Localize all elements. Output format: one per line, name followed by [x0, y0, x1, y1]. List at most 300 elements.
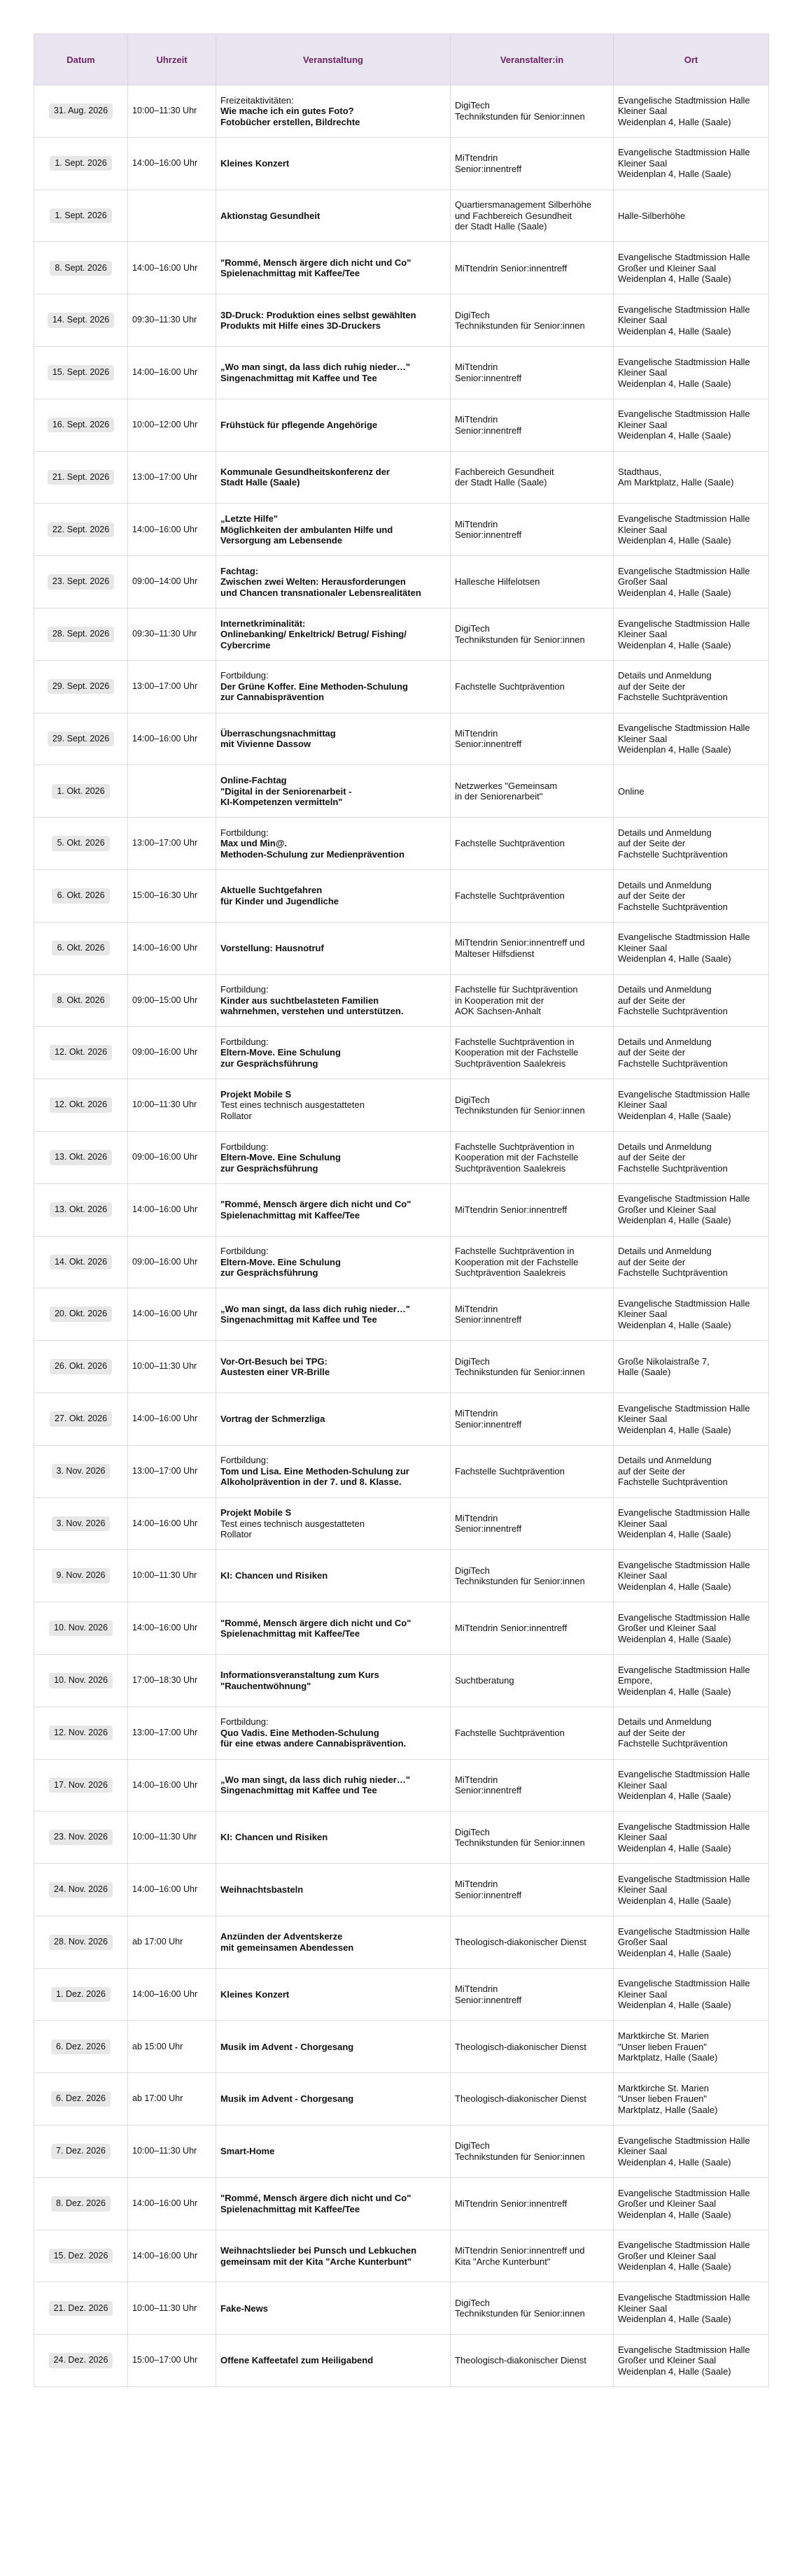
table-row [34, 2230, 769, 2282]
location-line: Weidenplan 4, Halle (Saale) [618, 430, 731, 441]
event-line: Singenachmittag mit Kaffee und Tee [220, 372, 377, 383]
date-cell [34, 1341, 128, 1393]
event-cell [216, 1968, 451, 2021]
location-line: Evangelische Stadtmission Halle [618, 1873, 750, 1884]
location-line: Evangelische Stadtmission Halle [618, 513, 750, 525]
location-line: Kleiner Saal [618, 419, 668, 430]
location-cell [614, 1916, 769, 1968]
organizer-cell [451, 451, 614, 504]
organizer-cell [451, 294, 614, 347]
event-line: Kleines Konzert [220, 1988, 290, 2000]
organizer-cell [451, 346, 614, 399]
location-line: Weidenplan 4, Halle (Saale) [618, 2209, 731, 2220]
date-badge: 6. Okt. 2026 [52, 941, 109, 956]
location-line: Fachstelle Suchtprävention [618, 1058, 728, 1069]
location-line: Große Nikolaistraße 7, [618, 1355, 710, 1367]
location-line: Evangelische Stadtmission Halle [618, 2292, 750, 2303]
location-cell [614, 1968, 769, 2021]
organizer-cell [451, 974, 614, 1027]
event-line: Offene Kaffeetafel zum Heiligabend [220, 2355, 374, 2366]
table-row [34, 1864, 769, 1916]
event-line: Überraschungsnachmittag [220, 727, 336, 739]
location-line: Details und Anmeldung [618, 984, 712, 995]
date-cell [34, 2177, 128, 2230]
location-line: Weidenplan 4, Halle (Saale) [618, 1686, 731, 1697]
location-line: Großer und Kleiner Saal [618, 2355, 717, 2366]
location-line: Weidenplan 4, Halle (Saale) [618, 1842, 731, 1853]
location-cell [614, 2021, 769, 2073]
organizer-line: DigiTech [455, 1094, 490, 1105]
organizer-line: Senior:innentreff [455, 529, 522, 541]
date-cell [34, 399, 128, 451]
organizer-cell [451, 1183, 614, 1236]
table-row [34, 1916, 769, 1968]
location-line: Evangelische Stadtmission Halle [618, 1297, 750, 1309]
organizer-cell [451, 1288, 614, 1341]
location-line: Online [618, 785, 645, 797]
organizer-cell [451, 1393, 614, 1445]
organizer-line: Fachstelle Suchtprävention in [455, 1141, 575, 1152]
event-line: Austesten einer VR-Brille [220, 1367, 330, 1378]
time-cell: 09:00–15:00 Uhr [128, 974, 216, 1027]
event-cell [216, 1864, 451, 1916]
organizer-line: Suchtberatung [455, 1675, 514, 1686]
location-line: Kleiner Saal [618, 1518, 668, 1529]
table-row [34, 2282, 769, 2335]
event-line: für Kinder und Jugendliche [220, 895, 339, 906]
location-cell [614, 1550, 769, 1602]
event-line: Aktionstag Gesundheit [220, 210, 321, 221]
organizer-line: MiTtendrin Senior:innentreff [455, 1623, 568, 1634]
table-row [34, 399, 769, 451]
location-cell [614, 451, 769, 504]
event-cell [216, 765, 451, 818]
location-line: Evangelische Stadtmission Halle [618, 1769, 750, 1780]
location-line: auf der Seite der [618, 1047, 686, 1058]
event-line: Tom und Lisa. Eine Methoden-Schulung zur [220, 1465, 409, 1476]
date-badge: 28. Nov. 2026 [49, 1935, 113, 1950]
table-row [34, 1393, 769, 1445]
date-cell [34, 294, 128, 347]
location-line: Evangelische Stadtmission Halle [618, 565, 750, 576]
table-row [34, 1341, 769, 1393]
location-line: Kleiner Saal [618, 1414, 668, 1425]
date-badge: 17. Nov. 2026 [49, 1778, 113, 1793]
date-cell [34, 2073, 128, 2126]
event-line: Musik im Advent - Chorgesang [220, 2093, 354, 2105]
location-line: Weidenplan 4, Halle (Saale) [618, 2365, 731, 2377]
event-line: Methoden-Schulung zur Medienprävention [220, 848, 404, 860]
location-cell [614, 1445, 769, 1497]
event-line: Fortbildung: [220, 670, 269, 681]
event-line: Aktuelle Suchtgefahren [220, 885, 323, 896]
event-line: Frühstück für pflegende Angehörige [220, 419, 378, 430]
event-line: Fortbildung: [220, 1455, 269, 1466]
time-cell: 14:00–16:00 Uhr [128, 1864, 216, 1916]
event-line: „Letzte Hilfe" [220, 513, 279, 525]
event-line: zur Gesprächsführung [220, 1162, 318, 1174]
location-line: Weidenplan 4, Halle (Saale) [618, 2156, 731, 2168]
time-cell [128, 190, 216, 242]
organizer-line: MiTtendrin Senior:innentreff und [455, 2245, 585, 2256]
location-line: auf der Seite der [618, 681, 686, 692]
event-line: Internetkriminalität: [220, 618, 306, 629]
date-cell [34, 1916, 128, 1968]
organizer-cell [451, 137, 614, 190]
date-cell [34, 713, 128, 765]
organizer-cell [451, 1079, 614, 1132]
event-line: Fortbildung: [220, 827, 269, 838]
date-cell [34, 346, 128, 399]
location-line: Weidenplan 4, Halle (Saale) [618, 273, 731, 285]
event-line: Spielenachmittag mit Kaffee/Tee [220, 2203, 360, 2214]
location-line: auf der Seite der [618, 890, 686, 902]
table-row [34, 713, 769, 765]
table-row [34, 85, 769, 138]
time-cell: 10:00–11:30 Uhr [128, 1550, 216, 1602]
organizer-cell [451, 1916, 614, 1968]
location-cell [614, 2073, 769, 2126]
event-line: Fake-News [220, 2303, 268, 2314]
location-line: Kleiner Saal [618, 1832, 668, 1843]
time-cell: 13:00–17:00 Uhr [128, 660, 216, 713]
organizer-line: Technikstunden für Senior:innen [455, 1576, 585, 1587]
event-line: Vorstellung: Hausnotruf [220, 942, 324, 953]
organizer-line: der Stadt Halle (Saale) [455, 221, 547, 232]
organizer-line: in Kooperation mit der [455, 995, 544, 1006]
event-cell [216, 2126, 451, 2178]
location-cell [614, 1864, 769, 1916]
event-cell [216, 1812, 451, 1864]
time-cell: 10:00–11:30 Uhr [128, 1079, 216, 1132]
location-line: Marktplatz, Halle (Saale) [618, 2104, 718, 2115]
location-cell [614, 869, 769, 922]
table-row [34, 2335, 769, 2387]
event-cell [216, 2073, 451, 2126]
organizer-line: Senior:innentreff [455, 1889, 522, 1900]
location-line: Weidenplan 4, Halle (Saale) [618, 1791, 731, 1802]
event-cell [216, 190, 451, 242]
date-badge: 23. Sept. 2026 [48, 574, 114, 590]
organizer-line: Theologisch-diakonischer Dienst [455, 2355, 586, 2366]
location-cell [614, 974, 769, 1027]
location-line: Details und Anmeldung [618, 1036, 712, 1047]
table-row [34, 1759, 769, 1812]
time-cell: 09:00–14:00 Uhr [128, 556, 216, 609]
date-badge: 31. Aug. 2026 [49, 104, 113, 119]
table-row [34, 974, 769, 1027]
organizer-line: Kita "Arche Kunterbunt" [455, 2256, 551, 2267]
organizer-cell [451, 1236, 614, 1288]
event-cell [216, 504, 451, 556]
date-badge: 22. Sept. 2026 [48, 522, 114, 538]
organizer-cell [451, 1027, 614, 1079]
date-badge: 15. Sept. 2026 [48, 365, 114, 380]
location-line: Details und Anmeldung [618, 1141, 712, 1152]
location-line: Kleiner Saal [618, 1309, 668, 1320]
location-line: Weidenplan 4, Halle (Saale) [618, 2314, 731, 2325]
date-badge: 10. Nov. 2026 [49, 1621, 113, 1636]
location-line: Weidenplan 4, Halle (Saale) [618, 378, 731, 389]
time-cell: 10:00–11:30 Uhr [128, 85, 216, 138]
event-line: Kommunale Gesundheitskonferenz der [220, 466, 390, 477]
location-cell [614, 2177, 769, 2230]
event-line: Kinder aus suchtbelasteten Familien [220, 995, 379, 1006]
organizer-line: Kooperation mit der Fachstelle [455, 1152, 579, 1163]
location-line: Stadthaus, [618, 466, 662, 477]
organizer-line: Malteser Hilfsdienst [455, 948, 535, 959]
location-line: Evangelische Stadtmission Halle [618, 94, 750, 106]
event-cell [216, 1131, 451, 1183]
date-cell [34, 451, 128, 504]
organizer-line: Hallesche Hilfelotsen [455, 576, 540, 588]
event-line: Quo Vadis. Eine Methoden-Schulung [220, 1727, 379, 1738]
date-cell [34, 869, 128, 922]
organizer-line: Theologisch-diakonischer Dienst [455, 2093, 586, 2105]
organizer-cell [451, 504, 614, 556]
event-line: "Rommé, Mensch ärgere dich nicht und Co" [220, 257, 411, 268]
table-row [34, 1236, 769, 1288]
location-line: Weidenplan 4, Halle (Saale) [618, 1110, 731, 1121]
date-cell [34, 85, 128, 138]
time-cell: 17:00–18:30 Uhr [128, 1654, 216, 1707]
event-cell [216, 1602, 451, 1655]
location-cell [614, 346, 769, 399]
location-line: auf der Seite der [618, 1256, 686, 1267]
event-line: zur Cannabisprävention [220, 692, 325, 703]
event-line: Versorgung am Lebensende [220, 535, 343, 546]
location-line: Evangelische Stadtmission Halle [618, 2240, 750, 2251]
table-row [34, 1602, 769, 1655]
location-cell [614, 137, 769, 190]
organizer-line: Technikstunden für Senior:innen [455, 111, 585, 122]
location-cell [614, 660, 769, 713]
location-line: Großer und Kleiner Saal [618, 262, 717, 273]
table-row [34, 294, 769, 347]
location-line: Fachstelle Suchtprävention [618, 1267, 728, 1279]
event-table-container [34, 34, 768, 2387]
location-cell [614, 294, 769, 347]
date-badge: 1. Okt. 2026 [52, 784, 109, 799]
organizer-line: MiTtendrin [455, 1303, 498, 1314]
time-cell: 14:00–16:00 Uhr [128, 2230, 216, 2282]
location-line: Kleiner Saal [618, 629, 668, 640]
event-cell [216, 1916, 451, 1968]
time-cell: 09:30–11:30 Uhr [128, 608, 216, 660]
organizer-cell [451, 1341, 614, 1393]
date-cell [34, 1027, 128, 1079]
organizer-line: Fachstelle Suchtprävention in [455, 1036, 575, 1047]
location-line: Weidenplan 4, Halle (Saale) [618, 587, 731, 598]
date-badge: 14. Sept. 2026 [48, 313, 114, 328]
time-cell [128, 765, 216, 818]
date-badge: 1. Sept. 2026 [50, 208, 111, 224]
event-line: Online-Fachtag [220, 775, 287, 785]
time-cell: 14:00–16:00 Uhr [128, 922, 216, 974]
date-badge: 21. Sept. 2026 [48, 470, 114, 485]
location-line: Halle (Saale) [618, 1367, 671, 1378]
time-cell: 14:00–16:00 Uhr [128, 137, 216, 190]
time-cell: 14:00–16:00 Uhr [128, 242, 216, 294]
table-row [34, 1654, 769, 1707]
event-line: Eltern-Move. Eine Schulung [220, 1047, 341, 1058]
location-line: Evangelische Stadtmission Halle [618, 1664, 750, 1675]
event-cell [216, 294, 451, 347]
event-cell [216, 1759, 451, 1812]
event-line: „Wo man singt, da lass dich ruhig nieder…" [220, 1303, 411, 1314]
location-line: Großer Saal [618, 1937, 668, 1948]
location-cell [614, 1759, 769, 1812]
time-cell: 10:00–11:30 Uhr [128, 2282, 216, 2335]
date-badge: 3. Nov. 2026 [52, 1464, 111, 1479]
location-cell [614, 85, 769, 138]
organizer-cell [451, 1968, 614, 2021]
table-row [34, 2126, 769, 2178]
organizer-line: in der Seniorenarbeit" [455, 791, 543, 802]
event-line: „Wo man singt, da lass dich ruhig nieder…" [220, 362, 411, 373]
event-line: Informationsveranstaltung zum Kurs [220, 1670, 379, 1681]
table-row [34, 1707, 769, 1759]
event-cell [216, 1707, 451, 1759]
date-cell [34, 1654, 128, 1707]
date-badge: 10. Nov. 2026 [49, 1673, 113, 1688]
event-cell [216, 922, 451, 974]
time-cell: 14:00–16:00 Uhr [128, 1183, 216, 1236]
organizer-line: Fachbereich Gesundheit [455, 466, 554, 477]
date-cell [34, 1864, 128, 1916]
event-cell [216, 242, 451, 294]
organizer-line: MiTtendrin [455, 152, 498, 164]
organizer-cell [451, 1812, 614, 1864]
organizer-line: Fachstelle Suchtprävention [455, 1465, 565, 1476]
time-cell: 14:00–16:00 Uhr [128, 1759, 216, 1812]
location-cell [614, 242, 769, 294]
location-cell [614, 2282, 769, 2335]
table-row [34, 1497, 769, 1550]
location-line: auf der Seite der [618, 1152, 686, 1163]
organizer-line: DigiTech [455, 1826, 490, 1837]
organizer-line: Suchtprävention Saalekreis [455, 1162, 566, 1174]
event-cell [216, 713, 451, 765]
organizer-line: Suchtprävention Saalekreis [455, 1267, 566, 1279]
event-line: Fortbildung: [220, 1246, 269, 1257]
organizer-cell [451, 399, 614, 451]
event-line: und Chancen transnationaler Lebensrealitäten [220, 587, 421, 598]
date-cell [34, 556, 128, 609]
location-line: Fachstelle Suchtprävention [618, 848, 728, 860]
table-row [34, 1027, 769, 1079]
location-line: Evangelische Stadtmission Halle [618, 304, 750, 315]
organizer-line: DigiTech [455, 1355, 490, 1367]
location-cell [614, 1602, 769, 1655]
location-cell [614, 922, 769, 974]
date-badge: 15. Dez. 2026 [49, 2249, 113, 2264]
event-cell [216, 1497, 451, 1550]
location-line: Evangelische Stadtmission Halle [618, 2344, 750, 2355]
location-line: Großer Saal [618, 576, 668, 588]
date-badge: 21. Dez. 2026 [49, 2301, 113, 2317]
location-cell [614, 765, 769, 818]
date-badge: 6. Dez. 2026 [51, 2040, 111, 2055]
location-line: Evangelische Stadtmission Halle [618, 723, 750, 734]
table-row [34, 660, 769, 713]
organizer-cell [451, 242, 614, 294]
organizer-cell [451, 2335, 614, 2387]
location-line: Am Marktplatz, Halle (Saale) [618, 477, 734, 488]
table-body [34, 85, 769, 2387]
location-cell [614, 399, 769, 451]
event-line: „Wo man singt, da lass dich ruhig nieder…" [220, 1774, 411, 1785]
organizer-line: MiTtendrin [455, 1774, 498, 1785]
event-cell [216, 1550, 451, 1602]
time-cell: 14:00–16:00 Uhr [128, 1288, 216, 1341]
event-line: Onlinebanking/ Enkeltrick/ Betrug/ Fishing/ [220, 629, 407, 640]
event-line: Fortbildung: [220, 1036, 269, 1047]
location-line: Fachstelle Suchtprävention [618, 901, 728, 912]
event-cell [216, 2282, 451, 2335]
table-row [34, 1288, 769, 1341]
date-badge: 29. Sept. 2026 [48, 732, 114, 747]
event-cell [216, 1393, 451, 1445]
event-line: Singenachmittag mit Kaffee und Tee [220, 1314, 377, 1325]
organizer-line: DigiTech [455, 2297, 490, 2308]
event-line: KI-Kompetenzen vermitteln" [220, 797, 343, 807]
event-line: für eine etwas andere Cannabisprävention. [220, 1738, 407, 1749]
location-line: Weidenplan 4, Halle (Saale) [618, 1424, 731, 1435]
event-line: "Rommé, Mensch ärgere dich nicht und Co" [220, 2193, 411, 2204]
event-line: Wie mache ich ein gutes Foto? [220, 106, 354, 117]
table-row [34, 2177, 769, 2230]
event-line: zur Gesprächsführung [220, 1267, 318, 1279]
location-line: Großer und Kleiner Saal [618, 1623, 717, 1634]
time-cell: 15:00–16:30 Uhr [128, 869, 216, 922]
organizer-cell [451, 1131, 614, 1183]
date-badge: 28. Sept. 2026 [48, 627, 114, 642]
location-line: Evangelische Stadtmission Halle [618, 2135, 750, 2146]
organizer-cell [451, 1759, 614, 1812]
event-line: wahrnehmen, verstehen und unterstützen. [220, 1006, 404, 1017]
location-cell [614, 190, 769, 242]
organizer-line: Senior:innentreff [455, 425, 522, 436]
organizer-line: Senior:innentreff [455, 1785, 522, 1796]
location-cell [614, 1497, 769, 1550]
event-line: Rollator [220, 1110, 252, 1121]
location-line: Weidenplan 4, Halle (Saale) [618, 1633, 731, 1644]
location-line: Weidenplan 4, Halle (Saale) [618, 1529, 731, 1540]
location-line: Großer und Kleiner Saal [618, 2198, 717, 2209]
event-line: Fotobücher erstellen, Bildrechte [220, 116, 360, 127]
organizer-line: Technikstunden für Senior:innen [455, 634, 585, 645]
time-cell: 10:00–12:00 Uhr [128, 399, 216, 451]
location-line: Kleiner Saal [618, 157, 668, 169]
location-line: Evangelische Stadtmission Halle [618, 618, 750, 629]
organizer-line: Netzwerkes "Gemeinsam [455, 780, 558, 791]
event-cell [216, 1027, 451, 1079]
location-line: Evangelische Stadtmission Halle [618, 1611, 750, 1623]
table-row [34, 190, 769, 242]
event-cell [216, 85, 451, 138]
location-line: Evangelische Stadtmission Halle [618, 1507, 750, 1518]
date-badge: 8. Okt. 2026 [52, 993, 109, 1009]
organizer-line: Senior:innentreff [455, 372, 522, 383]
organizer-line: DigiTech [455, 100, 490, 111]
time-cell: 13:00–17:00 Uhr [128, 451, 216, 504]
organizer-cell [451, 85, 614, 138]
organizer-line: MiTtendrin [455, 362, 498, 373]
time-cell: 10:00–11:30 Uhr [128, 2126, 216, 2178]
organizer-line: MiTtendrin [455, 414, 498, 425]
table-row [34, 1550, 769, 1602]
